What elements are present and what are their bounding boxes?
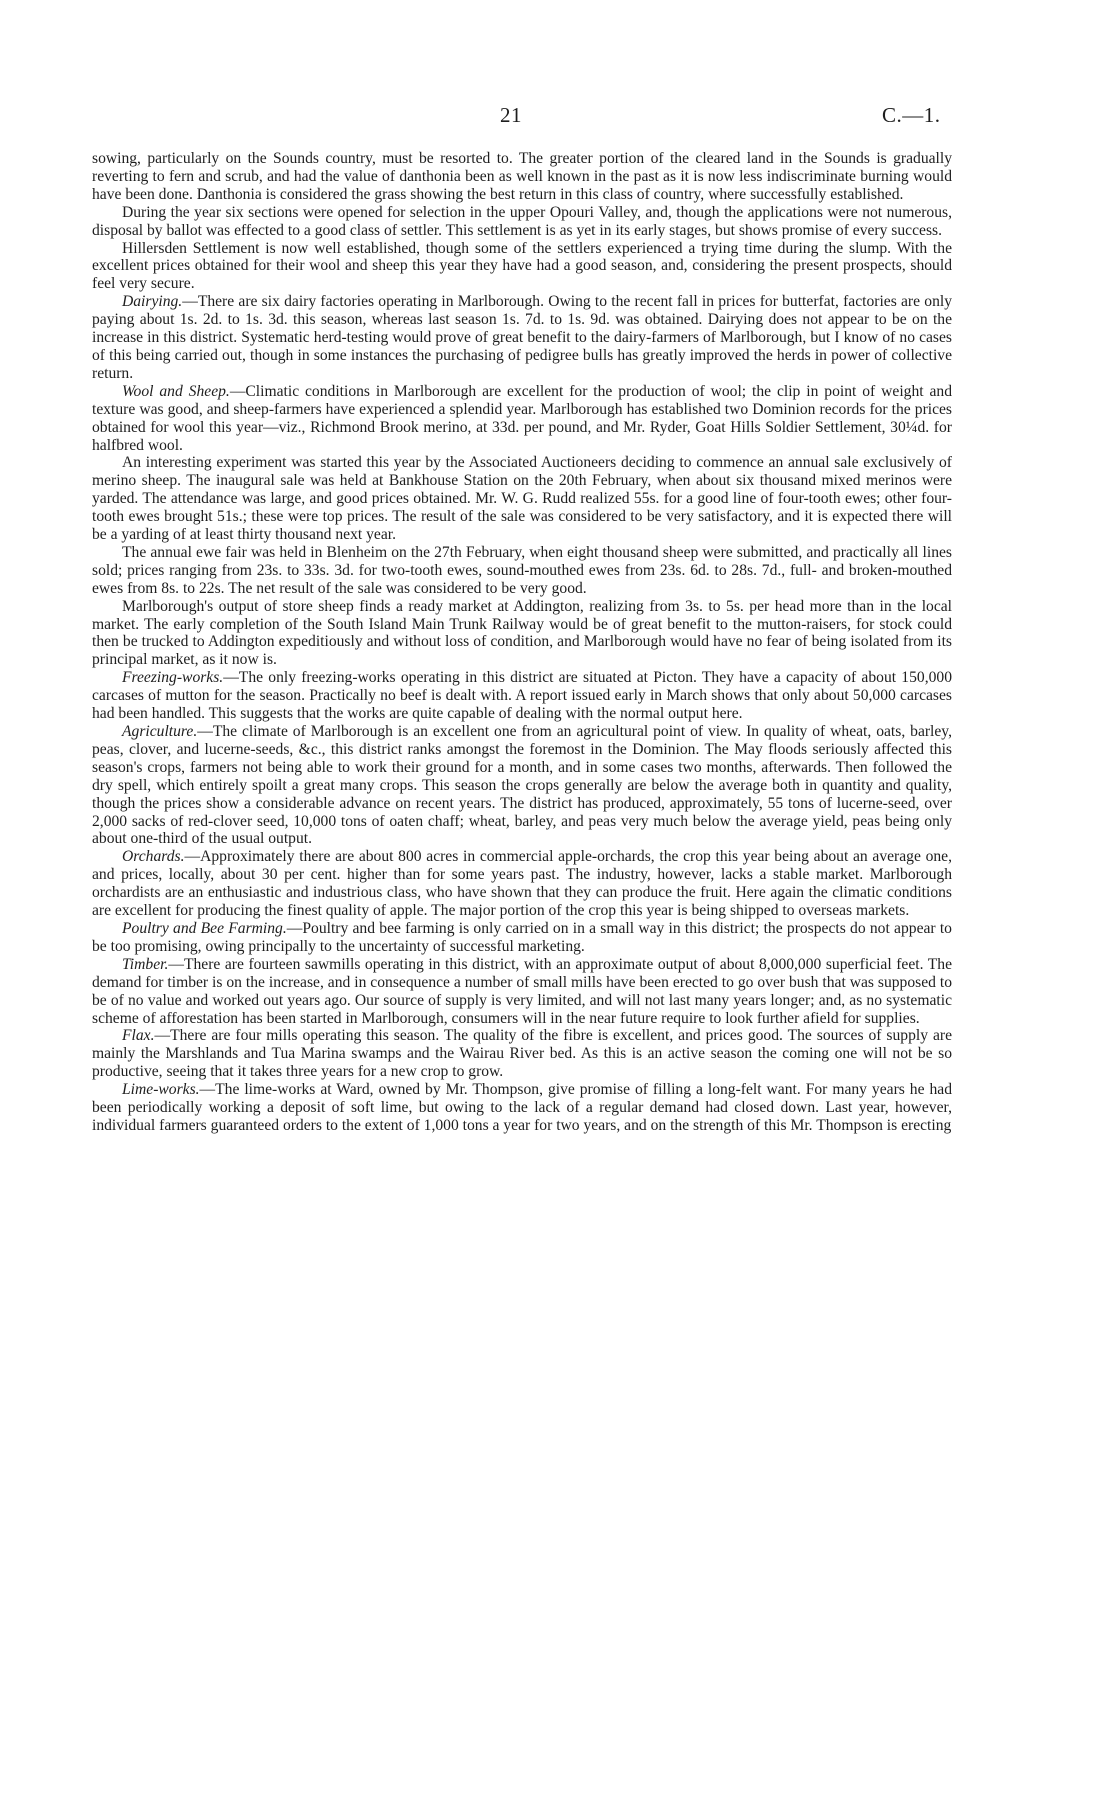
paragraph-heading: Agriculture.	[122, 723, 198, 740]
paragraph-text: —Poultry and bee farming is only carried on in a small way in this district; the prospects do not appear to be too promising, owing principally to the uncertainty of successful marketing.	[92, 919, 952, 955]
paragraph-text: —There are four mills operating this season. The quality of the fibre is excellent, and prices good. The sources of supply are mainly the Marshlands and Tua Marina swamps and the Wairau River bed. As this is an active season the coming one will not be so productive, seeing that it takes three years for a new crop to grow.	[92, 1027, 952, 1081]
paragraph-heading: Wool and Sheep.	[122, 382, 230, 400]
paragraph	[92, 1027, 952, 1081]
paragraph	[92, 293, 952, 383]
paragraph	[92, 920, 952, 956]
paragraph-heading: Lime-works.	[122, 1081, 200, 1099]
body-text	[92, 150, 952, 1135]
paragraph	[92, 848, 952, 920]
paragraph	[92, 956, 952, 1028]
document-reference: C.—1.	[882, 103, 941, 127]
paragraph-text: —There are six dairy factories operating in Marlborough. Owing to the recent fall in prices for butterfat, factories are only paying about 1s. 2d. to 1s. 3d. this season, whereas last season 1s. 7d. to 1s. 9d. was obtained. Dairying does not appear to be on the increase in this district. Systematic herd-testing would prove of great benefit to the dairy-farmers of Marlborough, but I know of no cases of this being carried out, though in some instances the purchasing of pedigree bulls has greatly improved the herds in power of collective return.	[92, 293, 952, 382]
paragraph-text: —Approximately there are about 800 acres in commercial apple-orchards, the crop this year being about an average one, and prices, locally, about 30 per cent. higher than for some years past. The industry, however, lacks a stable market. Marlborough orchardists are an enthusiastic and industrious class, who have shown that they can produce the fruit. Here again the climatic conditions are excellent for producing the finest quality of apple. The major portion of the crop this year is being shipped to overseas markets.	[92, 848, 952, 920]
paragraph-text: —The lime-works at Ward, owned by Mr. Thompson, give promise of filling a long-felt want. For many years he had been periodically working a deposit of soft lime, but owing to the lack of a regular demand had closed down. Last year, however, individual farmers guaranteed orders to the extent of 1,000 tons a year for two years, and on the strength of this Mr. Thompson is erecting	[92, 1081, 952, 1134]
paragraph-text: —The climate of Marlborough is an excellent one from an agricultural point of view. In quality of wheat, oats, barley, peas, clover, and lucerne-seeds, &c., this district ranks amongst the foremost in the Dominion. The May floods seriously affected this season's crops, farmers not being able to work their ground for a month, and in some cases two months, afterwards. Then followed the dry spell, which entirely spoilt a great many crops. This season the crops generally are below the average both in quantity and quality, though the prices show a considerable advance on recent years. The district has produced, approximately, 55 tons of lucerne-seed, over 2,000 sacks of red-clover seed, 10,000 tons of oaten chaff; wheat, barley, and peas very much below the average yield, peas being only about one-third of the usual output.	[92, 723, 952, 848]
paragraph	[92, 150, 952, 204]
paragraph	[92, 723, 952, 848]
paragraph-heading: Freezing-works.	[122, 669, 224, 687]
paragraph-text: An interesting experiment was started this year by the Associated Auctioneers deciding to commence an annual sale exclusively of merino sheep. The inaugural sale was held at Bankhouse Station on the 20th February, when about six thousand mixed merinos were yarded. The attendance was large, and good prices obtained. Mr. W. G. Rudd realized 55s. for a good line of four-tooth ewes; other four-tooth ewes brought 51s.; these were top prices. The result of the sale was considered to be very satisfactory, and it is expected there will be a yarding of at least thirty thousand next year.	[92, 454, 952, 544]
paragraph-text: sowing, particularly on the Sounds country, must be resorted to. The greater portion of the cleared land in the Sounds is gradually reverting to fern and scrub, and had the value of danthonia been as well known in the past as it is now less indiscriminate burning would have been done. Danthonia is considered the grass showing the best return in this class of country, where successfully established.	[92, 150, 952, 203]
paragraph	[92, 544, 952, 598]
paragraph-heading: Timber.	[122, 955, 169, 973]
paragraph	[92, 383, 952, 455]
paragraph-text: Marlborough's output of store sheep finds a ready market at Addington, realizing from 3s. to 5s. per head more than in the local market. The early completion of the South Island Main Trunk Railway would be of great benefit to the mutton-raisers, for stock could then be trucked to Addington expeditiously and without loss of condition, and Marlborough would have no fear of being isolated from its principal market, as it now is.	[92, 597, 952, 669]
paragraph-text: —There are fourteen sawmills operating in this district, with an approximate output of about 8,000,000 superficial feet. The demand for timber is on the increase, and in consequence a number of small mills have been erected to go over bush that was supposed to be of no value and worked out years ago. Our source of supply is very limited, and will not last many years longer; and, as no systematic scheme of afforestation has been started in Marlborough, consumers will in the near future require to look further afield for supplies.	[92, 955, 952, 1027]
paragraph-text: During the year six sections were opened for selection in the upper Opouri Valley, and, though the applications were not numerous, disposal by ballot was effected to a good class of settler. This settlement is as yet in its early stages, but shows promise of every success.	[92, 203, 952, 239]
page-number: 21	[500, 103, 522, 127]
paragraph	[92, 454, 952, 544]
paragraph	[92, 240, 952, 294]
paragraph	[92, 1081, 952, 1135]
paragraph	[92, 669, 952, 723]
paragraph	[92, 204, 952, 240]
paragraph-heading: Dairying.	[122, 293, 183, 311]
paragraph	[92, 598, 952, 670]
paragraph-heading: Poultry and Bee Farming.	[122, 919, 287, 937]
paragraph-text: The annual ewe fair was held in Blenheim on the 27th February, when eight thousand sheep were submitted, and practically all lines sold; prices ranging from 23s. to 33s. 3d. for two-tooth ewes, sound-mouthed ewes from 23s. 6d. to 28s. 7d., full- and broken-mouthed ewes from 8s. to 22s. The net result of the sale was considered to be very good.	[92, 543, 952, 597]
paragraph-heading: Flax.	[122, 1027, 155, 1045]
paragraph-text: —Climatic conditions in Marlborough are excellent for the production of wool; the clip in point of weight and texture was good, and sheep-farmers have experienced a splendid year. Marlborough has established two Dominion records for the prices obtained for wool this year—viz., Richmond Brook merino, at 33d. per pound, and Mr. Ryder, Goat Hills Soldier Settlement, 30¼d. for halfbred wool.	[92, 382, 952, 454]
paragraph-heading: Orchards.	[122, 848, 185, 866]
paragraph-text: —The only freezing-works operating in this district are situated at Picton. They have a capacity of about 150,000 carcases of mutton for the season. Practically no beef is dealt with. A report issued early in March shows that only about 50,000 carcases had been handled. This suggests that the works are quite capable of dealing with the normal output here.	[92, 669, 952, 723]
paragraph-text: Hillersden Settlement is now well established, though some of the settlers experienced a trying time during the slump. With the excellent prices obtained for their wool and sheep this year they have had a good season, and, considering the present prospects, should feel very secure.	[92, 239, 952, 293]
